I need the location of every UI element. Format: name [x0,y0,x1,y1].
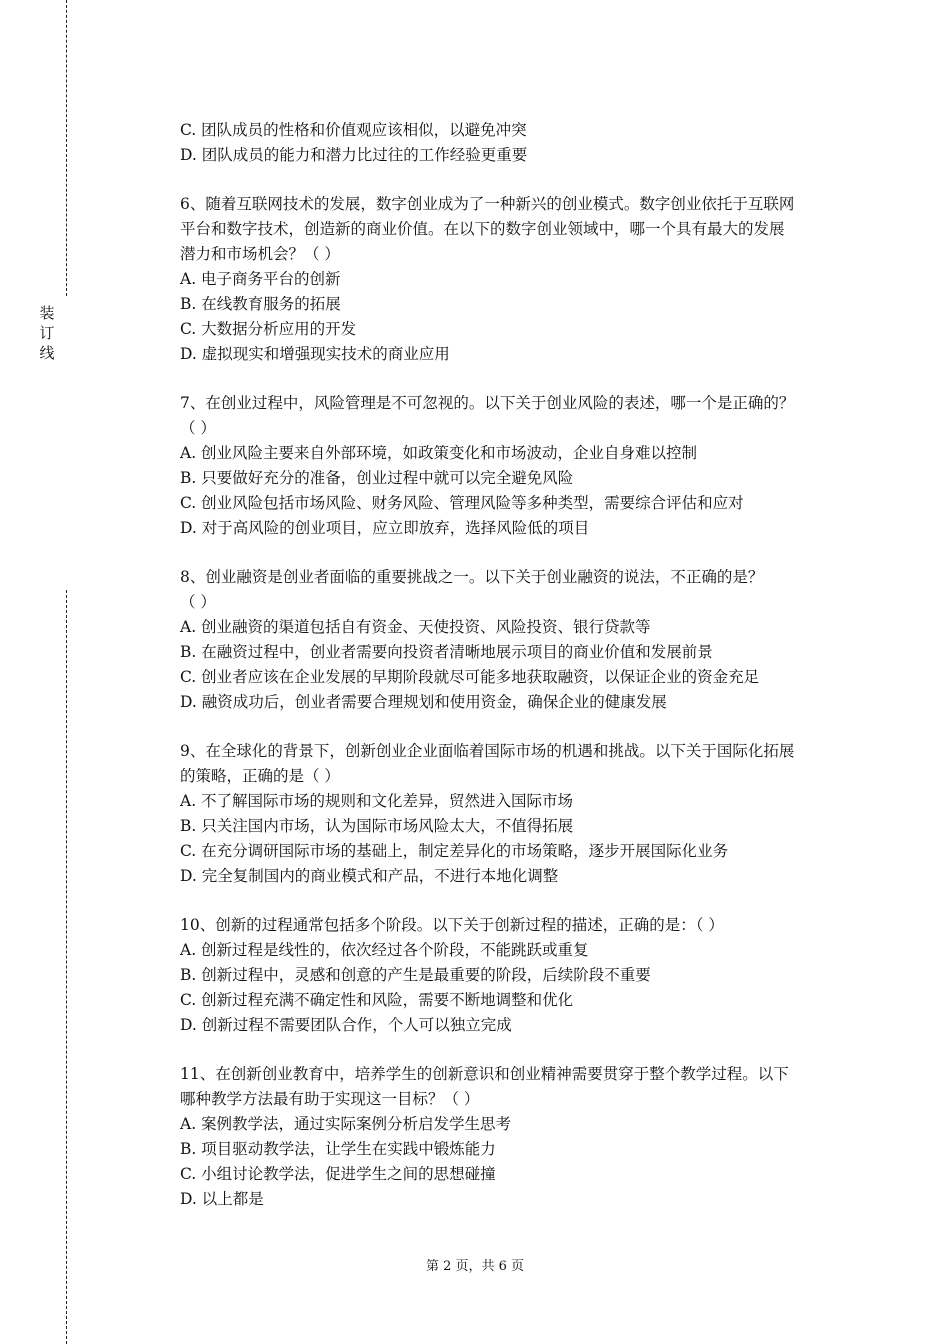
option-b: B. 创新过程中，灵感和创意的产生是最重要的阶段，后续阶段不重要 [180,966,651,984]
option-a: A. 创新过程是线性的，依次经过各个阶段，不能跳跃或重复 [180,941,589,959]
option-b: B. 在线教育服务的拓展 [180,295,341,313]
question-text: （ ） [180,593,216,611]
question-8 [180,565,840,715]
question-content [180,118,840,1212]
previous-question-options [180,118,840,168]
binding-label-char: 订 [39,324,55,342]
question-11 [180,1062,840,1212]
option-c: C. 大数据分析应用的开发 [180,320,357,338]
question-text: 7、在创业过程中，风险管理是不可忽视的。以下关于创业风险的表述，哪一个是正确的？ [180,394,795,412]
option-b: B. 只要做好充分的准备，创业过程中就可以完全避免风险 [180,469,574,487]
option-d: D. 融资成功后，创业者需要合理规划和使用资金，确保企业的健康发展 [180,693,667,711]
question-text: 10、创新的过程通常包括多个阶段。以下关于创新过程的描述，正确的是：（ ） [180,916,724,934]
question-6 [180,192,840,367]
option-d: D. 完全复制国内的商业模式和产品，不进行本地化调整 [180,867,559,885]
binding-label-char: 装 [39,304,55,322]
option-c: C. 创新过程充满不确定性和风险，需要不断地调整和优化 [180,991,574,1009]
question-text: 的策略，正确的是（ ） [180,767,340,785]
option-d: D. 以上都是 [180,1190,264,1208]
question-7 [180,391,840,541]
binding-dashed-line-bottom [66,590,67,1344]
option-c: C. 创业风险包括市场风险、财务风险、管理风险等多种类型，需要综合评估和应对 [180,494,744,512]
option-a: A. 创业风险主要来自外部环境，如政策变化和市场波动，企业自身难以控制 [180,444,698,462]
option-a: A. 不了解国际市场的规则和文化差异，贸然进入国际市场 [180,792,574,810]
question-9 [180,739,840,889]
binding-dashed-line-top [66,0,67,296]
option-a: A. 创业融资的渠道包括自有资金、天使投资、风险投资、银行贷款等 [180,618,651,636]
option-c: C. 在充分调研国际市场的基础上，制定差异化的市场策略，逐步开展国际化业务 [180,842,729,860]
question-text: 9、在全球化的背景下，创新创业企业面临着国际市场的机遇和挑战。以下关于国际化拓展 [180,742,795,760]
option-d: D. 创新过程不需要团队合作，个人可以独立完成 [180,1016,512,1034]
question-text: 哪种教学方法最有助于实现这一目标？（ ） [180,1090,480,1108]
option-b: B. 只关注国内市场，认为国际市场风险太大，不值得拓展 [180,817,574,835]
binding-label [36,303,58,363]
page-footer: 第 2 页，共 6 页 [425,1259,525,1274]
option-c: C. 团队成员的性格和价值观应该相似，以避免冲突 [180,121,527,139]
option-d: D. 团队成员的能力和潜力比过往的工作经验更重要 [180,146,528,164]
question-text: （ ） [180,419,216,437]
question-text: 11、在创新创业教育中，培养学生的创新意识和创业精神需要贯穿于整个教学过程。以下 [180,1065,789,1083]
option-c: C. 创业者应该在企业发展的早期阶段就尽可能多地获取融资，以保证企业的资金充足 [180,668,760,686]
question-text: 6、随着互联网技术的发展，数字创业成为了一种新兴的创业模式。数字创业依托于互联网 [180,195,795,213]
option-d: D. 虚拟现实和增强现实技术的商业应用 [180,345,450,363]
question-text: 潜力和市场机会？（ ） [180,245,340,263]
question-10 [180,913,840,1038]
option-a: A. 电子商务平台的创新 [180,270,341,288]
option-d: D. 对于高风险的创业项目，应立即放弃，选择风险低的项目 [180,519,590,537]
option-c: C. 小组讨论教学法，促进学生之间的思想碰撞 [180,1165,496,1183]
option-a: A. 案例教学法，通过实际案例分析启发学生思考 [180,1115,512,1133]
option-b: B. 在融资过程中，创业者需要向投资者清晰地展示项目的商业价值和发展前景 [180,643,713,661]
question-text: 8、创业融资是创业者面临的重要挑战之一。以下关于创业融资的说法，不正确的是？ [180,568,764,586]
option-b: B. 项目驱动教学法，让学生在实践中锻炼能力 [180,1140,496,1158]
question-text: 平台和数字技术，创造新的商业价值。在以下的数字创业领域中，哪一个具有最大的发展 [180,220,785,238]
binding-label-char: 线 [39,344,55,362]
